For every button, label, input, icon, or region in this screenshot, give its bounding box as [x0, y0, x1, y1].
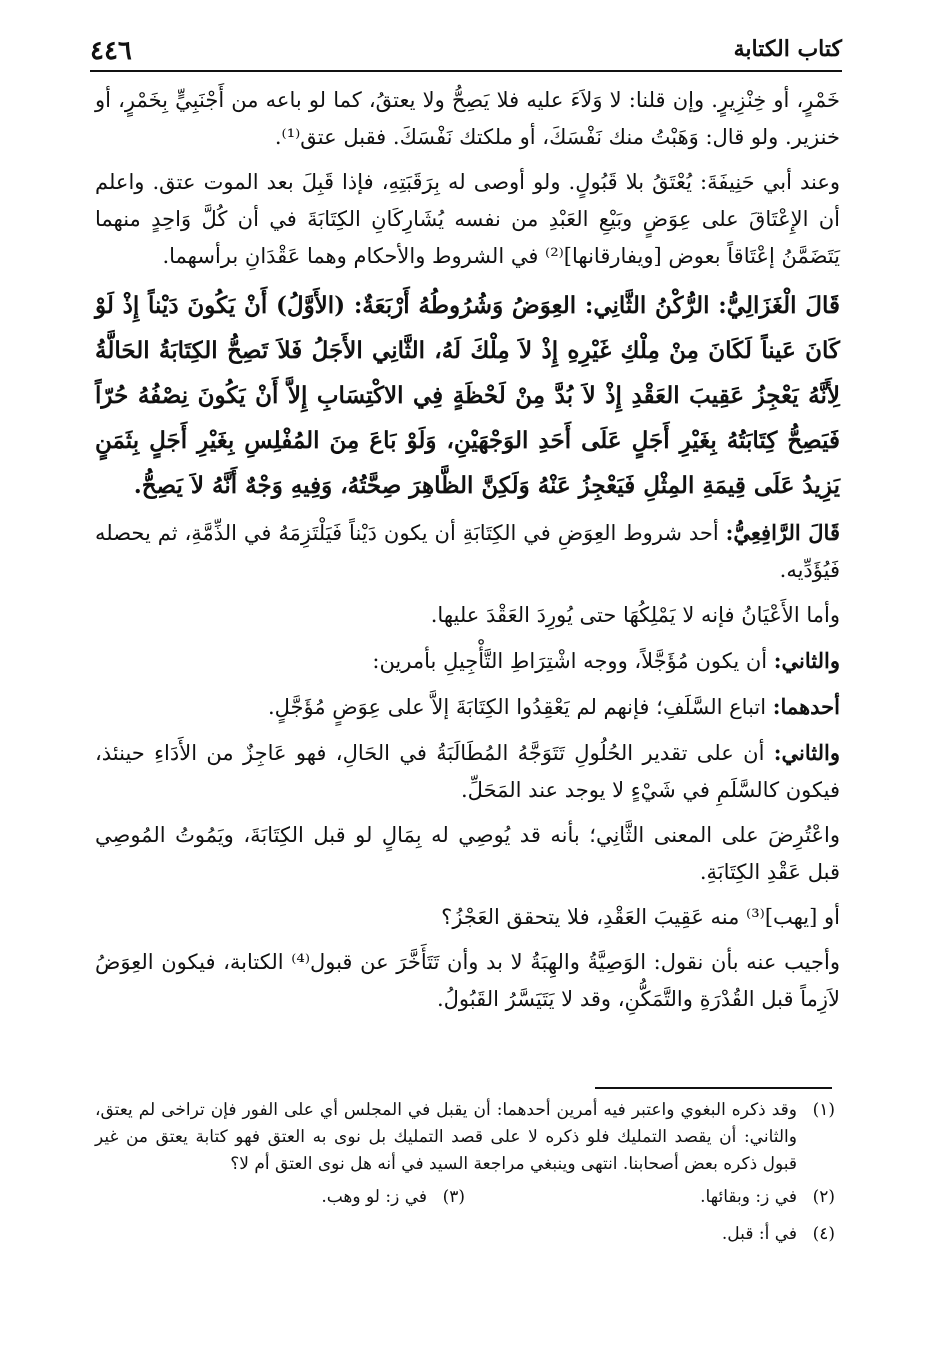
paragraph-text: وأما الأَعْيَانُ فإنه لا يَمْلِكُهَا حتى يُورِدَ العَقْدَ عليها. — [430, 603, 840, 627]
paragraph-4 — [95, 514, 840, 589]
ghazali-quote — [95, 283, 840, 508]
footnote-text: في أ: قبل. — [721, 1224, 797, 1244]
footnote-number: (١) — [812, 1100, 835, 1120]
footnote-4 — [95, 1221, 835, 1248]
footnote-2 — [465, 1184, 835, 1211]
paragraph-11 — [95, 944, 840, 1018]
paragraph-text: وعند أبي حَنِيفَةَ: يُعْتَقُ بلا قَبُولٍ. ولو أوصى له بِرَقَبَتِهِ، فإذا قَبِلَ بعد الموت عتق. واعلم أن الإِعْتَاقَ على عِوَضٍ وبَيْعِ العَبْدِ من نفسه يُشَارِكَانِ الكِتَابَةَ في أن كُلَّ وَاحِدٍ منهما يَتَضَمَّنُ إعْتَاقاً بعوض [ويفارقانها]⁽²⁾ في الشروط والأحكام وهما عَقْدَانِ برأسهما. — [95, 170, 840, 268]
paragraph-text: أو [يهب]⁽³⁾ منه عَقِيبَ العَقْدِ، فلا يتحقق العَجْزُ؟ — [441, 905, 840, 929]
paragraph-label: والثاني: — [773, 740, 840, 765]
running-header — [90, 30, 842, 72]
paragraph-10 — [95, 899, 840, 936]
footnote-number: (٢) — [812, 1187, 835, 1207]
paragraph-text: أن يكون مُؤَجَّلاً، ووجه اشْتِرَاطِ التَّأْجِيلِ بأمرين: — [372, 649, 768, 673]
paragraph-7 — [95, 688, 840, 726]
footnote-number: (٣) — [442, 1187, 465, 1207]
main-text — [95, 82, 840, 1026]
footnote-text: في ز: وبقائها. — [700, 1187, 797, 1207]
paragraph-label: والثاني: — [773, 648, 840, 673]
paragraph-text: اتباع السَّلَفِ؛ فإنهم لم يَعْقِدُوا الكِتَابَةَ إلاَّ على عِوَضٍ مُؤَجَّلٍ. — [267, 695, 767, 719]
paragraph-1 — [95, 82, 840, 156]
paragraph-text: واعْتُرِضَ على المعنى الثَّانِي؛ بأنه قد يُوصِي له بِمَالٍ لو قبل الكِتَابَةَ، ويَمُوتُ المُوصِي قبل عَقْدِ الكِتَابَةِ. — [95, 823, 840, 884]
footnote-3 — [95, 1184, 465, 1211]
paragraph-2 — [95, 164, 840, 275]
paragraph-text: قَالَ الْغَزَالِيُّ: الرُّكْنُ الثَّانِي: العِوَضُ وَشُرُوطُهُ أَرْبَعَةٌ: (الأَوَّلُ) أَنْ يَكُونَ دَيْناً إِذْ لَوْ كَانَ عَيناً لَكَانَ مِنْ مِلْكِ غَيْرِهِ إِذْ لاَ مِلْكَ لَهُ، الثَّانِي الأَجَلُ فَلاَ تَصِحُّ الكِتَابَةُ الحَالَّةُ لِأَنَّهُ يَعْجِزُ عَقِيبَ العَقْدِ إِذْ لاَ بُدَّ مِنْ لَحْظَةٍ فِي الاكْتِسَابِ إِلاَّ أَنْ يَكُونَ نِصْفُهُ حُرّاً فَيَصِحُّ كِتَابَتُهُ بِغَيْرِ أَجَلٍ عَلَى أَحَدِ الوَجْهَيْنِ، وَلَوْ بَاعَ مِنَ المُفْلِسِ بِغَيْرِ أَجَلٍ بِثَمَنٍ يَزِيدُ عَلَى قِيمَةِ المِثْلِ فَيَعْجِزُ عَنْهُ وَلَكِنَّ الظَّاهِرَ صِحَّتُهُ، وَفِيهِ وَجْهٌ أَنَّهُ لاَ يَصِحُّ. — [95, 292, 840, 499]
paragraph-8 — [95, 734, 840, 809]
paragraph-text: أن على تقدير الحُلُولِ تَتَوَجَّهُ المُطَالَبَةُ في الحَالِ، فهو عَاجِزٌ من الأَدَاءِ حينئذ، فيكون كالسَّلَمِ في شَيْءٍ لا يوجد عند المَحَلِّ. — [95, 741, 840, 802]
footnote-text: وقد ذكره البغوي واعتبر فيه أمرين أحدهما: أن يقبل في المجلس أي على الفور فإن تراخى لم يعتق، والثاني: أن يقصد التمليك فلو ذكره لا على قصد التمليك بل نوى به العتق فهو كتابة يعتق من غير قبول ذكره بعض أصحابنا. انتهى وينبغي مراجعة السيد في أنه هل نوى العتق أم لا؟ — [95, 1100, 797, 1174]
footnote-divider — [595, 1087, 832, 1089]
paragraph-5 — [95, 597, 840, 634]
footnotes — [95, 1097, 835, 1254]
paragraph-6 — [95, 642, 840, 680]
paragraph-label: قَالَ الرَّافِعِيُّ: — [725, 520, 840, 545]
footnote-text: في ز: لو وهب. — [321, 1187, 427, 1207]
footnote-1 — [95, 1097, 835, 1178]
paragraph-text: وأجيب عنه بأن نقول: الوَصِيَّةُ والهِبَةُ لا بد وأن تَتَأَخَّرَ عن قبول⁽⁴⁾ الكتابة، فيكون العِوَضُ لاَزِماً قبل القُدْرَةِ والتَّمَكُّنِ، وقد لا يَتَيَسَّرُ القَبُولُ. — [95, 950, 840, 1011]
paragraph-label: أحدهما: — [772, 694, 840, 719]
footnote-number: (٤) — [812, 1224, 835, 1244]
paragraph-text: أحد شروط العِوَضِ في الكِتَابَةِ أن يكون دَيْناً فَيَلْتَزِمَهُ في الذِّمَّةِ، ثم يحصله فَيُؤَدِّيه. — [95, 521, 840, 582]
paragraph-text: خَمْرٍ، أو خِنْزِيرٍ. وإن قلنا: لا وَلاَءَ عليه فلا يَصِحُّ ولا يعتقُ، كما لو باعه من أَجْنَبِيٍّ بِخَمْرٍ، أو خنزير. ولو قال: وَهَبْتُ منك نَفْسَكَ، أو ملكتك نَفْسَكَ. فقبل عتق⁽¹⁾. — [95, 88, 840, 149]
book-title: كتاب الكتابة — [733, 36, 842, 62]
page-number: ٤٤٦ — [90, 36, 132, 66]
footnote-row — [95, 1184, 835, 1211]
paragraph-9 — [95, 817, 840, 891]
